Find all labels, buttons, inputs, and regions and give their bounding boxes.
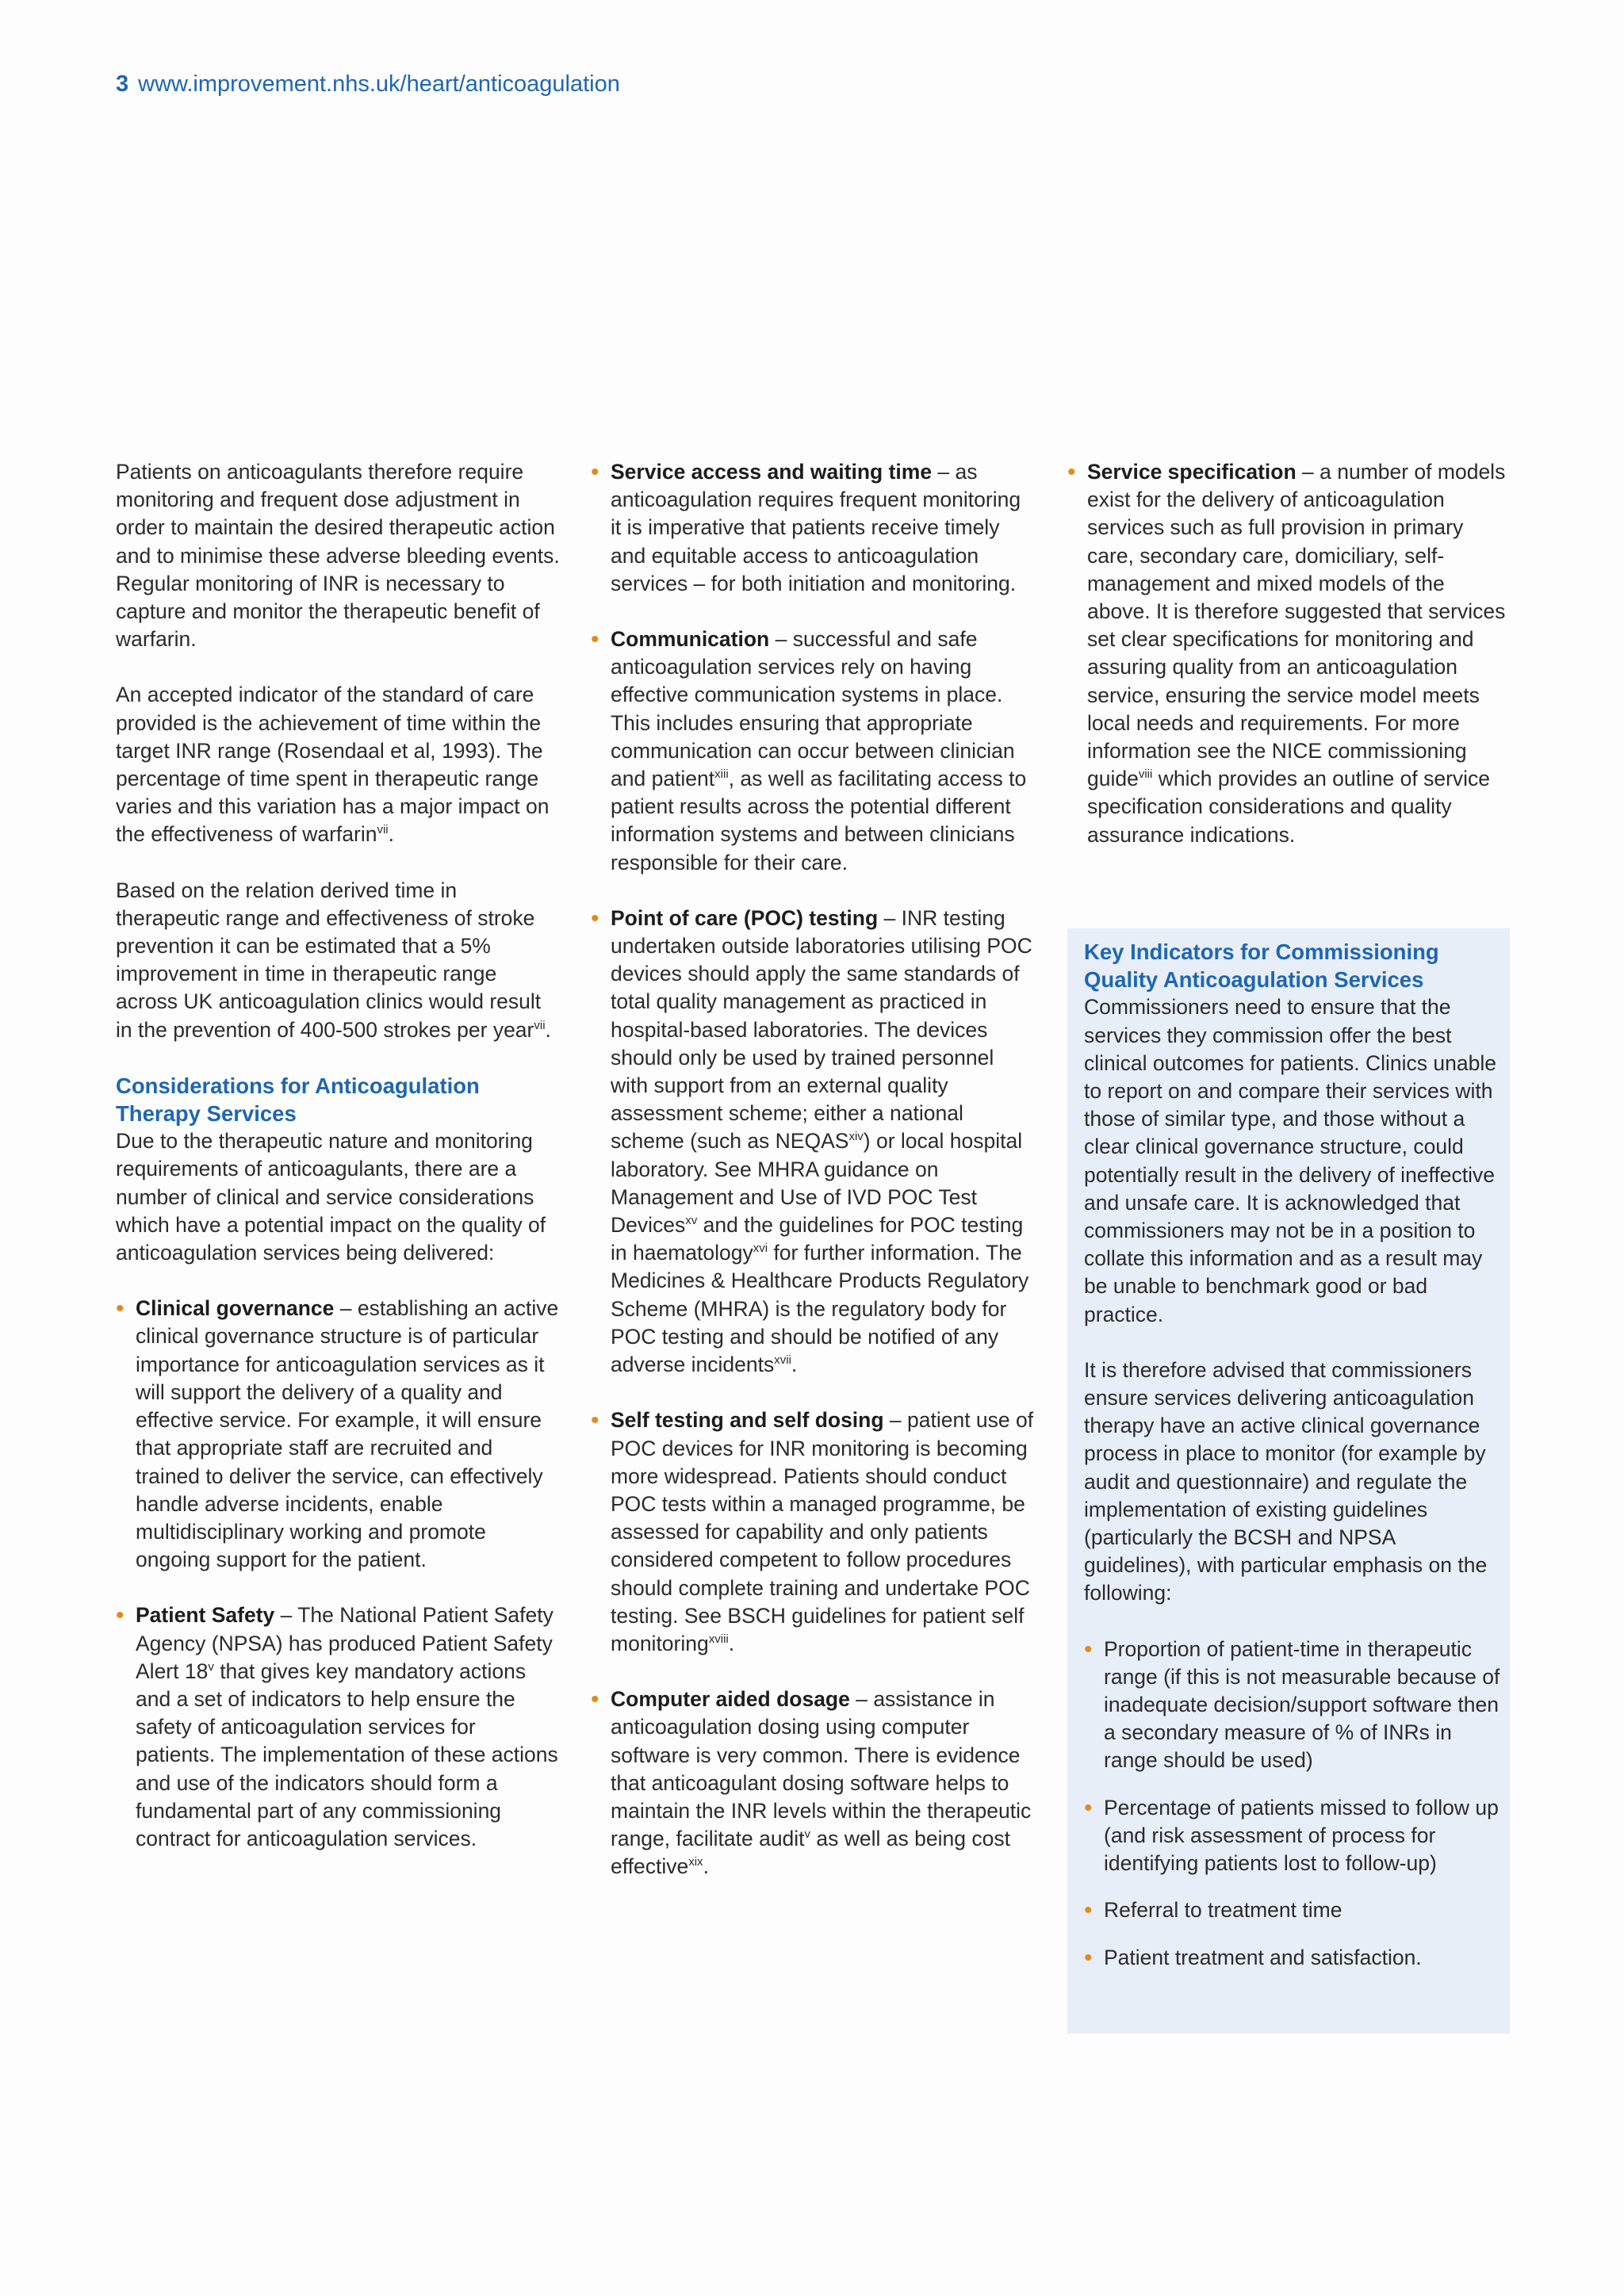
column-1 — [116, 458, 560, 1881]
column-3 — [1067, 458, 1511, 877]
list-item: • Percentage of patients missed to follow up (and risk assessment of process for identifying patients lost to follow-up) — [1084, 1794, 1500, 1878]
key-indicators-box — [1067, 928, 1510, 2034]
reference-marker: v — [208, 1659, 214, 1674]
paragraph: Based on the relation derived time in therapeutic range and effectiveness of stroke prevention it can be estimated that a 5% improvement in time in therapeutic range across UK anticoagulation clinics would result in the prevention of 400-500 strokes per year$^{vii}$. — [116, 878, 551, 1042]
reference-marker: xv — [685, 1214, 698, 1228]
indicator-list — [1084, 1636, 1500, 1972]
column-2 — [591, 458, 1035, 1909]
list-item-title: Clinical governance — [136, 1296, 335, 1321]
list-item-title: Computer aided dosage — [611, 1687, 850, 1712]
reference-marker: viii — [1138, 767, 1153, 782]
list-item-title: Self testing and self dosing — [611, 1408, 884, 1433]
list-item: • Communication – successful and safe anticoagulation services rely on having effective communication systems in place. This includes ensuring that appropriate communication can occur between clinician and patient$^{xiii}$, as well as facilitating access to patient results across the potential different information systems and between clinicians responsible for their care. — [591, 626, 1035, 877]
reference-marker: xix — [688, 1855, 703, 1869]
considerations-list — [1067, 458, 1511, 849]
box-title: Key Indicators for Commissioning Quality Anticoagulation Services — [1084, 939, 1439, 993]
reference-marker: xiv — [848, 1130, 864, 1144]
reference-marker: xvii — [774, 1353, 791, 1368]
page-number: 3 — [116, 71, 129, 97]
list-item: • Clinical governance – establishing an active clinical governance structure is of particular importance for anticoagulation services as it will support the delivery of a quality and effective service. For example, it will ensure that appropriate staff are recruited and trained to deliver the service, can effectively handle adverse incidents, enable multidisciplinary working and promote ongoing support for the patient. — [116, 1295, 560, 1574]
list-item: • Referral to treatment time — [1084, 1896, 1500, 1924]
reference-marker: vii — [377, 823, 389, 837]
list-item: • Patient Safety – The National Patient Safety Agency (NPSA) has produced Patient Safety Alert 18$^v$ that gives key mandatory actions and a set of indicators to help ensure the safety of anticoagulation services for patients. The implementation of these actions and use of the indicators should form a fundamental part of any commissioning contract for anticoagulation services. — [116, 1601, 560, 1853]
page-header — [116, 71, 620, 98]
list-item-title: Patient Safety — [136, 1603, 275, 1628]
paragraph: Commissioners need to ensure that the services they commission offer the best clinical outcomes for patients. Clinics unable to report on and compare their services with those of similar type, and those without a clear clinical governance structure, could potentially result in the delivery of ineffective and unsafe care. It is acknowledged that commissioners may not be in a position to collate this information and as a result may be unable to benchmark good or bad practice. — [1084, 995, 1496, 1326]
list-item: • Point of care (POC) testing – INR testing undertaken outside laboratories utilising POC devices should apply the same standards of total quality management as practiced in hospital-based laboratories. The devices should only be used by trained personnel with support from an external quality assessment scheme; either a national scheme (such as NEQAS$^{xiv}$) or local hospital laboratory. See MHRA guidance on Management and Use of IVD POC Test Devices$^{xv}$ and the guidelines for POC testing in haematology$^{xvi}$ for further information. The Medicines & Healthcare Products Regulatory Scheme (MHRA) is the regulatory body for POC testing and should be notified of any adverse incidents$^{xvii}$. — [591, 905, 1035, 1379]
reference-marker: xviii — [708, 1632, 729, 1647]
reference-marker: vii — [534, 1018, 546, 1032]
list-item-title: Point of care (POC) testing — [611, 905, 879, 930]
paragraph: Patients on anticoagulants therefore require monitoring and frequent dose adjustment in order to maintain the desired therapeutic action and to minimise these adverse bleeding events. Regular monitoring of INR is necessary to capture and monitor the therapeutic benefit of warfarin. — [116, 460, 560, 652]
paragraph: An accepted indicator of the standard of care provided is the achievement of time within the target INR range (Rosendaal et al, 1993). The percentage of time spent in therapeutic range varies and this variation has a major impact on the effectiveness of warfarin$^{vii}$. — [116, 683, 550, 847]
list-item-title: Service access and waiting time — [611, 460, 933, 484]
list-item: • Proportion of patient-time in therapeutic range (if this is not measurable because of inadequate decision/support software then a secondary measure of % of INRs in range should be used) — [1084, 1636, 1500, 1775]
reference-marker: v — [804, 1827, 811, 1842]
paragraph: Due to the therapeutic nature and monitoring requirements of anticoagulants, there are a number of clinical and service considerations which have a potential impact on the quality of anticoagulation services being delivered: — [116, 1129, 546, 1265]
list-item: • Service access and waiting time – as anticoagulation requires frequent monitoring it is imperative that patients receive timely and equitable access to anticoagulation services – for both initiation and monitoring. — [591, 458, 1035, 598]
list-item: • Self testing and self dosing – patient use of POC devices for INR monitoring is becoming more widespread. Patients should conduct POC tests within a managed programme, be assessed for capability and only patients considered competent to follow procedures should complete training and undertake POC testing. See BSCH guidelines for patient self monitoring$^{xviii}$. — [591, 1406, 1035, 1658]
considerations-list — [591, 458, 1035, 1881]
list-item-title: Communication — [611, 627, 770, 652]
header-url-link[interactable]: www.improvement.nhs.uk/heart/anticoagulation — [138, 71, 620, 97]
list-item: • Computer aided dosage – assistance in anticoagulation dosing using computer software is very common. There is evidence that anticoagulant dosing software helps to maintain the INR levels within the therapeutic range, facilitate audit$^v$ as well as being cost effective$^{xix}$. — [591, 1686, 1035, 1881]
reference-marker: xvi — [753, 1242, 768, 1256]
list-item: • Service specification – a number of models exist for the delivery of anticoagulation services such as full provision in primary care, secondary care, domiciliary, self-management and mixed models of the above. It is therefore suggested that services set clear specifications for monitoring and assuring quality from an anticoagulation service, ensuring the service model meets local needs and requirements. For more information see the NICE commissioning guide$^{viii}$ which provides an outline of service specification considerations and quality assurance indications. — [1067, 458, 1511, 849]
section-heading: Considerations for Anticoagulation Therapy Services — [116, 1073, 480, 1127]
considerations-list — [116, 1295, 560, 1853]
reference-marker: xiii — [714, 767, 729, 782]
list-item-title: Service specification — [1087, 460, 1297, 484]
list-item: • Patient treatment and satisfaction. — [1084, 1944, 1500, 1972]
paragraph: It is therefore advised that commissioners ensure services delivering anticoagulation therapy have an active clinical governance process in place to monitor (for example by audit and questionnaire) and regulate the implementation of existing guidelines (particularly the BCSH and NPSA guidelines), with particular emphasis on the following: — [1084, 1357, 1488, 1605]
